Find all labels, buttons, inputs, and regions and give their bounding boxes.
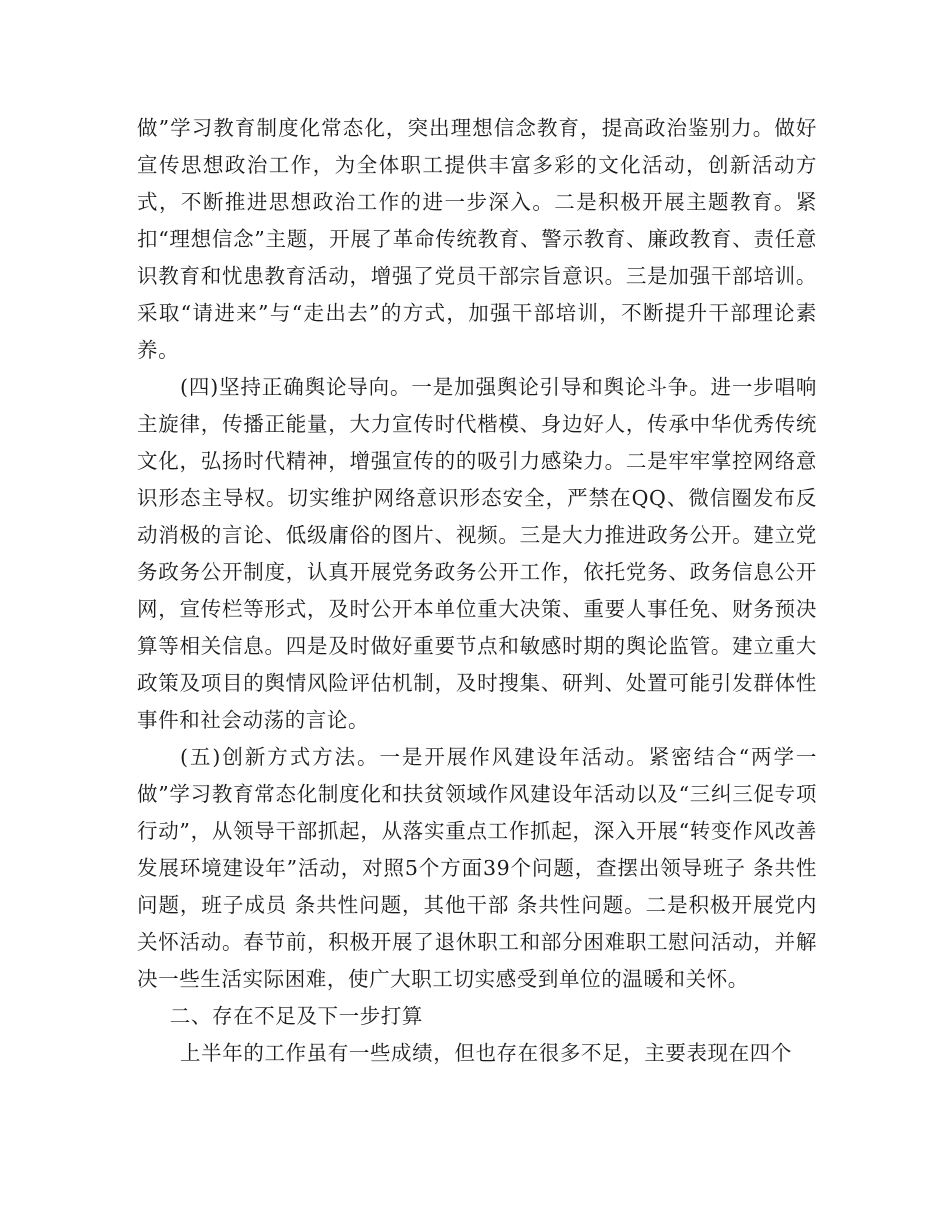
document-body <box>137 110 817 1072</box>
paragraph-summary: 上半年的工作虽有一些成绩，但也存在很多不足，主要表现在四个 <box>180 1041 792 1065</box>
paragraph-section-four: (四)坚持正确舆论导向。一是加强舆论引导和舆论斗争。进一步唱响主旋律，传播正能量，大力宣传时代楷模、身边好人，传承中华优秀传统文化，弘扬时代精神，增强宣传的的吸引力感染力。二是牢牢掌控网络意识形态主导权。切实维护网络意识形态安全，严禁在QQ、微信圈发布反动消极的言论、低级庸俗的图片、视频。三是大力推进政务公开。建立党务政务公开制度，认真开展党务政务公开工作，依托党务、政务信息公开网，宣传栏等形式，及时公开本单位重大决策、重要人事任免、财务预决算等相关信息。四是及时做好重要节点和敏感时期的舆论监管。建立重大政策及项目的舆情风险评估机制，及时搜集、研判、处置可能引发群体性事件和社会动荡的言论。 <box>137 375 817 732</box>
paragraph-continuation: 做”学习教育制度化常态化，突出理想信念教育，提高政治鉴别力。做好宣传思想政治工作，为全体职工提供丰富多彩的文化活动，创新活动方式，不断推进思想政治工作的进一步深入。二是积极开展主题教育。紧扣“理想信念”主题，开展了革命传统教育、警示教育、廉政教育、责任意识教育和忧患教育活动，增强了党员干部宗旨意识。三是加强干部培训。采取“请进来”与“走出去”的方式，加强干部培训，不断提升干部理论素养。 <box>137 116 817 362</box>
section-heading: 二、存在不足及下一步打算 <box>169 1004 423 1028</box>
paragraph-section-five: (五)创新方式方法。一是开展作风建设年活动。紧密结合“两学一做”学习教育常态化制度化和扶贫领域作风建设年活动以及“三纠三促专项行动”，从领导干部抓起，从落实重点工作抓起，深入开展“转变作风改善发展环境建设年”活动，对照5个方面39个问题，查摆出领导班子 条共性问题，班子成员 条共性问题，其他干部 条共性问题。二是积极开展党内关怀活动。春节前，积极开展了退休职工和部分困难职工慰问活动，并解决一些生活实际困难，使广大职工切实感受到单位的温暖和关怀。 <box>137 745 817 991</box>
